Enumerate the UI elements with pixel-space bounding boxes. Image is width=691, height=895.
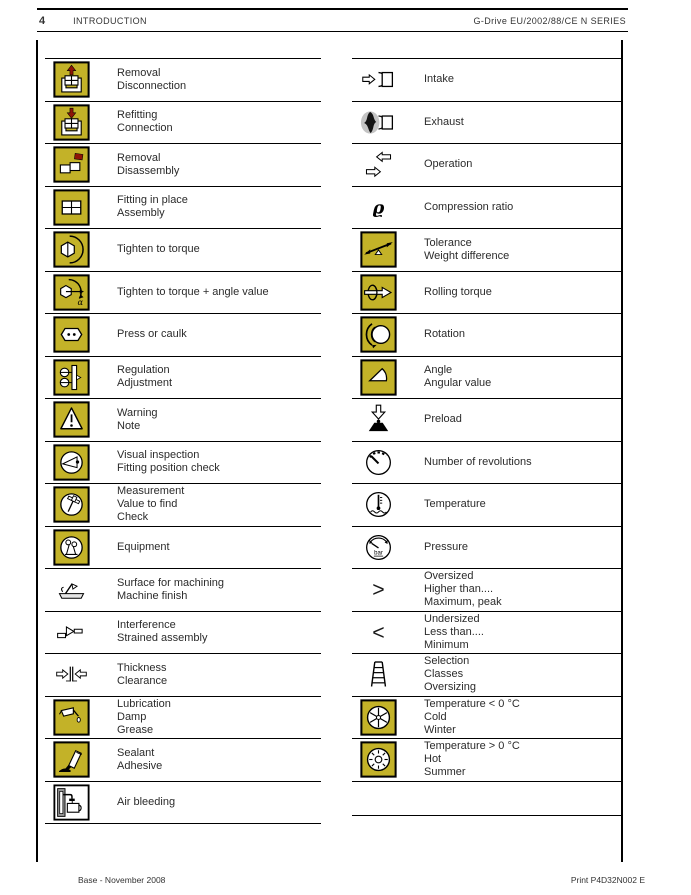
regulation-adjustment-icon xyxy=(53,359,90,396)
legend-row xyxy=(352,484,622,527)
legend-text-line: Number of revolutions xyxy=(424,455,532,468)
legend-text-line: Interference xyxy=(117,619,176,632)
legend-label xyxy=(117,698,321,737)
icon-cell xyxy=(45,401,117,438)
legend-text-line: Lubrication xyxy=(117,697,171,710)
legend-row xyxy=(45,782,321,825)
legend-row-empty xyxy=(352,782,622,816)
legend-text-line: Disconnection xyxy=(117,79,187,92)
legend-label xyxy=(424,456,622,469)
icon-cell xyxy=(45,784,117,821)
legend-row xyxy=(45,612,321,655)
footer-edition: Base - November 2008 xyxy=(78,875,166,885)
thickness-clearance-icon xyxy=(53,656,90,693)
legend-text-line: Less than.... xyxy=(424,625,484,638)
legend-text-line: Regulation xyxy=(117,364,170,377)
exhaust-icon xyxy=(360,104,397,141)
icon-cell xyxy=(352,699,424,736)
legend-text-line: Fitting in place xyxy=(117,194,188,207)
legend-label xyxy=(117,577,321,603)
icon-cell xyxy=(45,486,117,523)
legend-row xyxy=(45,399,321,442)
legend-label xyxy=(117,407,321,433)
legend-label xyxy=(117,194,321,220)
icon-cell xyxy=(352,529,424,566)
legend-label xyxy=(117,286,321,299)
legend-label xyxy=(117,109,321,135)
legend-label xyxy=(117,619,321,645)
legend-label xyxy=(117,541,321,554)
legend-text-line: Strained assembly xyxy=(117,632,208,645)
legend-label xyxy=(424,237,622,263)
icon-cell xyxy=(352,104,424,141)
legend-row xyxy=(352,569,622,612)
legend-text-line: Minimum xyxy=(424,638,469,651)
legend-text-line: Adjustment xyxy=(117,377,173,390)
legend-text-line: Preload xyxy=(424,413,462,426)
legend-text-line: Machine finish xyxy=(117,589,188,602)
legend-text-line: Temperature > 0 °C xyxy=(424,740,520,753)
sealant-adhesive-icon xyxy=(53,741,90,778)
legend-text-line: Undersized xyxy=(424,612,480,625)
icon-cell xyxy=(352,231,424,268)
legend-label xyxy=(424,73,622,86)
legend-text-line: Exhaust xyxy=(424,115,464,128)
icon-cell xyxy=(352,61,424,98)
legend-text-line: Removal xyxy=(117,66,161,79)
refitting-connection-icon xyxy=(53,104,90,141)
icon-cell xyxy=(352,656,424,693)
legend-text-line: Grease xyxy=(117,723,154,736)
icon-cell xyxy=(352,146,424,183)
icon-cell xyxy=(352,571,424,608)
legend-text-line: Tighten to torque + angle value xyxy=(117,285,269,298)
legend-text-line: Air bleeding xyxy=(117,795,176,808)
warning-note-icon xyxy=(53,401,90,438)
legend-row xyxy=(45,527,321,570)
legend-text-line: Rolling torque xyxy=(424,285,492,298)
legend-text-line: Cold xyxy=(424,710,447,723)
selection-icon xyxy=(360,656,397,693)
legend-row xyxy=(352,102,622,145)
legend-row xyxy=(352,187,622,230)
temp-above-zero-icon xyxy=(360,741,397,778)
legend-label xyxy=(424,116,622,129)
legend-row xyxy=(45,144,321,187)
legend-label xyxy=(424,201,622,214)
temperature-icon xyxy=(360,486,397,523)
removal-disconnection-icon xyxy=(53,61,90,98)
legend-text-line: Disassembly xyxy=(117,164,180,177)
legend-text-line: Clearance xyxy=(117,674,168,687)
legend-text-line: Angle xyxy=(424,364,453,377)
legend-label xyxy=(424,328,622,341)
equipment-icon xyxy=(53,529,90,566)
legend-text-line: Check xyxy=(117,511,149,524)
legend-label xyxy=(117,328,321,341)
legend-row xyxy=(45,739,321,782)
legend-column-right xyxy=(352,58,622,816)
fitting-assembly-icon xyxy=(53,189,90,226)
icon-cell xyxy=(352,359,424,396)
icon-cell xyxy=(352,486,424,523)
legend-label xyxy=(117,364,321,390)
legend-text-line: Compression ratio xyxy=(424,200,514,213)
page-footer xyxy=(37,875,645,885)
legend-row xyxy=(45,187,321,230)
legend-row xyxy=(352,229,622,272)
legend-text-line: Tolerance xyxy=(424,236,472,249)
icon-cell xyxy=(352,189,424,226)
icon-cell xyxy=(45,359,117,396)
legend-text-line: Equipment xyxy=(117,540,170,553)
legend-row xyxy=(45,484,321,527)
tighten-torque-icon xyxy=(53,231,90,268)
air-bleeding-icon xyxy=(53,784,90,821)
icon-cell xyxy=(352,401,424,438)
section-title: INTRODUCTION xyxy=(73,15,147,26)
icon-cell xyxy=(352,741,424,778)
icon-cell xyxy=(45,529,117,566)
legend-text-line: Temperature < 0 °C xyxy=(424,697,520,710)
legend-label xyxy=(424,541,622,554)
legend-label xyxy=(117,662,321,688)
legend-label xyxy=(424,498,622,511)
legend-row xyxy=(45,442,321,485)
footer-print-code: Print P4D32N002 E xyxy=(570,875,645,885)
legend-label xyxy=(117,449,321,475)
icon-cell xyxy=(352,316,424,353)
revolutions-icon xyxy=(360,444,397,481)
icon-cell xyxy=(45,274,117,311)
legend-text-line: Assembly xyxy=(117,207,165,220)
legend-text-line: Note xyxy=(117,419,141,432)
legend-label xyxy=(424,570,622,609)
legend-label xyxy=(424,698,622,737)
legend-row xyxy=(352,357,622,400)
legend-text-line: Connection xyxy=(117,122,173,135)
legend-row xyxy=(45,102,321,145)
legend-row xyxy=(45,357,321,400)
legend-row xyxy=(352,654,622,697)
legend-text-line: Angular value xyxy=(424,377,492,390)
legend-text-line: Refitting xyxy=(117,109,158,122)
legend-row xyxy=(352,739,622,782)
legend-text-line: Winter xyxy=(424,723,456,736)
legend-text-line: Temperature xyxy=(424,498,486,511)
icon-cell xyxy=(45,656,117,693)
legend-text-line: Fitting position check xyxy=(117,462,220,475)
legend-text-line: Surface for machining xyxy=(117,576,224,589)
legend-text-line: Hot xyxy=(424,753,442,766)
icon-cell xyxy=(352,274,424,311)
icon-cell xyxy=(45,104,117,141)
intake-icon xyxy=(360,61,397,98)
legend-column-left xyxy=(45,58,321,824)
legend-label xyxy=(424,158,622,171)
tolerance-icon xyxy=(360,231,397,268)
legend-label xyxy=(117,152,321,178)
icon-cell xyxy=(45,699,117,736)
surface-machining-icon xyxy=(53,571,90,608)
legend-text-line: Removal xyxy=(117,151,161,164)
pressure-icon xyxy=(360,529,397,566)
legend-text-line: Operation xyxy=(424,158,473,171)
legend-row xyxy=(352,697,622,740)
legend-label xyxy=(117,67,321,93)
press-caulk-icon xyxy=(53,316,90,353)
legend-text-line: Measurement xyxy=(117,485,185,498)
icon-cell xyxy=(45,444,117,481)
legend-text-line: Weight difference xyxy=(424,249,510,262)
measurement-icon xyxy=(53,486,90,523)
icon-cell xyxy=(45,231,117,268)
legend-text-line: Press or caulk xyxy=(117,328,187,341)
legend-row xyxy=(45,697,321,740)
legend-text-line: Oversizing xyxy=(424,681,476,694)
legend-label xyxy=(424,655,622,694)
legend-row xyxy=(45,314,321,357)
document-title: G-Drive EU/2002/88/CE N SERIES xyxy=(473,15,626,26)
removal-disassembly-icon xyxy=(53,146,90,183)
interference-icon xyxy=(53,614,90,651)
operation-icon xyxy=(360,146,397,183)
legend-text-line: Summer xyxy=(424,766,466,779)
legend-text-line: Maximum, peak xyxy=(424,596,502,609)
visual-inspection-icon xyxy=(53,444,90,481)
legend-row xyxy=(352,144,622,187)
page-margin-line-left xyxy=(36,40,38,862)
icon-cell xyxy=(45,741,117,778)
legend-label xyxy=(424,740,622,779)
legend-row xyxy=(45,272,321,315)
legend-row xyxy=(45,229,321,272)
icon-cell xyxy=(352,444,424,481)
page-number: 4 xyxy=(39,14,46,27)
icon-cell xyxy=(45,614,117,651)
preload-icon xyxy=(360,401,397,438)
legend-text-line: Thickness xyxy=(117,661,167,674)
legend-text-line: Warning xyxy=(117,406,158,419)
legend-row xyxy=(352,272,622,315)
legend-label xyxy=(424,364,622,390)
icon-cell xyxy=(45,61,117,98)
legend-text-line: Adhesive xyxy=(117,759,163,772)
temp-below-zero-icon xyxy=(360,699,397,736)
legend-label xyxy=(117,485,321,524)
legend-label xyxy=(424,413,622,426)
legend-label xyxy=(424,613,622,652)
legend-text-line: Intake xyxy=(424,73,454,86)
legend-text-line: Higher than.... xyxy=(424,583,494,596)
page-header xyxy=(37,8,628,32)
legend-text-line: Sealant xyxy=(117,746,155,759)
legend-text-line: Rotation xyxy=(424,328,465,341)
legend-text-line: Value to find xyxy=(117,498,178,511)
icon-cell xyxy=(45,189,117,226)
legend-label xyxy=(117,747,321,773)
legend-row xyxy=(45,59,321,102)
icon-cell xyxy=(352,614,424,651)
legend-label xyxy=(117,796,321,809)
legend-row xyxy=(352,314,622,357)
angle-icon xyxy=(360,359,397,396)
legend-label xyxy=(424,286,622,299)
legend-row xyxy=(352,527,622,570)
legend-text-line: Damp xyxy=(117,710,147,723)
legend-text-line: Visual inspection xyxy=(117,449,200,462)
legend-text-line: Selection xyxy=(424,655,470,668)
legend-text-line: Tighten to torque xyxy=(117,243,200,256)
lubrication-icon xyxy=(53,699,90,736)
legend-label xyxy=(117,243,321,256)
tighten-torque-angle-icon xyxy=(53,274,90,311)
rotation-icon xyxy=(360,316,397,353)
greater-than-icon xyxy=(360,571,397,608)
legend-text-line: Pressure xyxy=(424,540,469,553)
legend-row xyxy=(45,654,321,697)
legend-row xyxy=(45,569,321,612)
legend-text-line: Classes xyxy=(424,668,464,681)
legend-row xyxy=(352,612,622,655)
legend-row xyxy=(352,442,622,485)
rolling-torque-icon xyxy=(360,274,397,311)
less-than-icon xyxy=(360,614,397,651)
legend-row xyxy=(352,399,622,442)
legend-text-line: Oversized xyxy=(424,570,474,583)
legend-row xyxy=(352,59,622,102)
compression-ratio-icon xyxy=(360,189,397,226)
icon-cell xyxy=(45,146,117,183)
icon-cell xyxy=(45,571,117,608)
icon-cell xyxy=(45,316,117,353)
